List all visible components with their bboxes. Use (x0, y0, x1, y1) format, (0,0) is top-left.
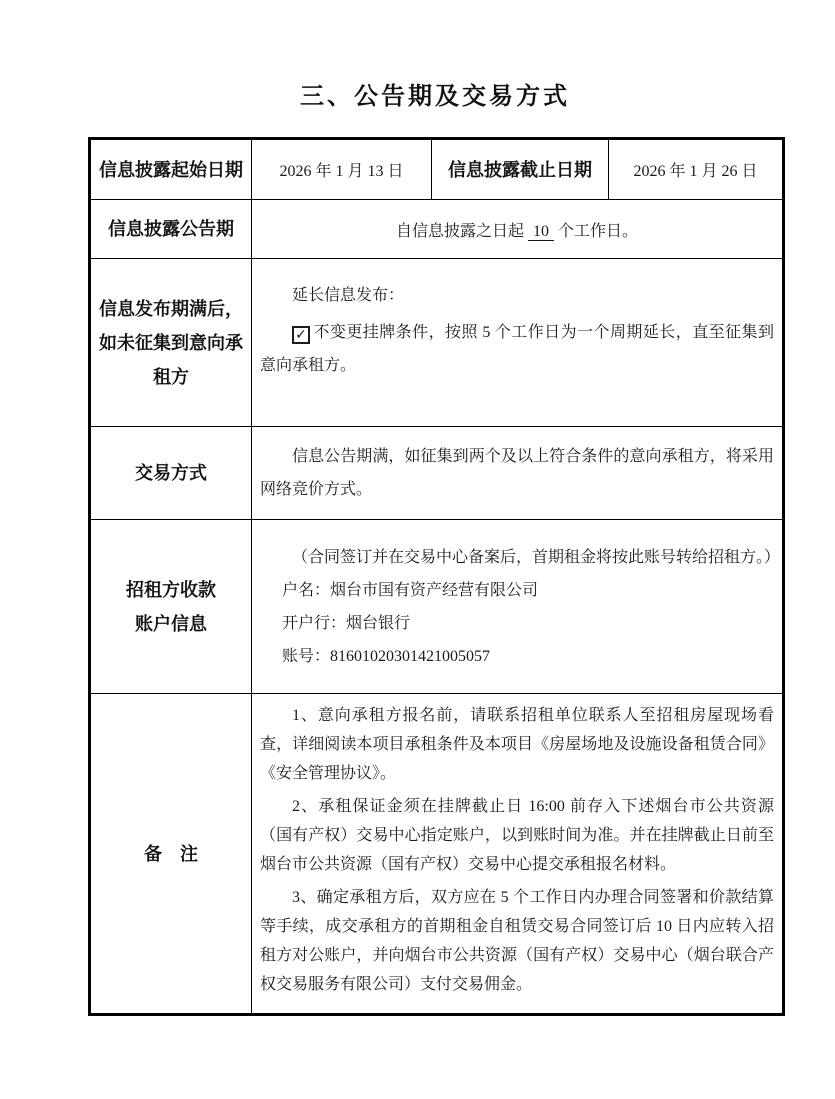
document-table (88, 137, 785, 1016)
checked-checkbox-icon: ✓ (292, 326, 310, 344)
table-row-announcement-period (90, 200, 784, 259)
extension-label-line: 如未征集到意向承 (99, 332, 243, 353)
extension-label (90, 259, 252, 427)
table-row-disclosure-dates (90, 139, 784, 200)
announcement-period-label: 信息披露公告期 (90, 200, 252, 259)
announcement-period-prefix: 自信息披露之日起 (395, 222, 524, 240)
account-holder: 户名：烟台市国有资产经营有限公司 (282, 581, 539, 599)
account-number: 账号：81601020301421005057 (282, 647, 491, 665)
extension-option-text: 不变更挂牌条件，按照 5 个工作日为一个周期延长，直至征集到意向承租方。 (260, 324, 774, 374)
disclosure-end-value: 2026 年 1 月 26 日 (609, 139, 784, 200)
account-label-line: 账户信息 (135, 613, 207, 634)
account-value (252, 520, 784, 694)
announcement-period-suffix: 个工作日。 (558, 222, 639, 240)
remark-label: 备 注 (90, 694, 252, 1015)
disclosure-start-label: 信息披露起始日期 (90, 139, 252, 200)
trade-method-value (252, 427, 784, 520)
remark-value (252, 694, 784, 1015)
extension-intro: 延长信息发布： (292, 287, 405, 304)
account-note: （合同签订并在交易中心备案后，首期租金将按此账号转给招租方。） (292, 548, 781, 566)
table-row-account (90, 520, 784, 694)
remark-paragraph: 1、意向承租方报名前，请联系招租单位联系人至招租房屋现场看查，详细阅读本项目承租条件及本项目《房屋场地及设施设备租赁合同》《安全管理协议》。 (260, 707, 774, 782)
table-row-remark (90, 694, 784, 1015)
page-title: 三、公告期及交易方式 (300, 83, 570, 110)
extension-value (252, 259, 784, 427)
disclosure-start-value: 2026 年 1 月 13 日 (252, 139, 432, 200)
account-label (90, 520, 252, 694)
announcement-period-value (252, 200, 784, 259)
extension-label-line: 信息发布期满后， (99, 298, 243, 319)
table-row-extension (90, 259, 784, 427)
extension-option (260, 316, 774, 382)
announcement-period-days: 10 (528, 223, 554, 241)
account-bank: 开户行：烟台银行 (282, 614, 411, 632)
remark-paragraph: 2、承租保证金须在挂牌截止日 16:00 前存入下述烟台市公共资源（国有产权）交易中心指定账户，以到账时间为准。并在挂牌截止日前至烟台市公共资源（国有产权）交易中心提交承租报名材料。 (260, 798, 774, 873)
trade-method-label: 交易方式 (90, 427, 252, 520)
remark-paragraph: 3、确定承租方后，双方应在 5 个工作日内办理合同签署和价款结算等手续，成交承租方的首期租金自租赁交易合同签订后 10 日内应转入招租方对公账户，并向烟台市公共资源（国有产权）交易中心（烟台联合产权交易服务有限公司）支付交易佣金。 (260, 889, 774, 993)
account-label-line: 招租方收款 (126, 579, 216, 600)
disclosure-end-label: 信息披露截止日期 (432, 139, 609, 200)
trade-method-text: 信息公告期满，如征集到两个及以上符合条件的意向承租方，将采用网络竞价方式。 (260, 448, 774, 498)
table-row-trade-method (90, 427, 784, 520)
extension-label-line: 租方 (153, 366, 189, 387)
